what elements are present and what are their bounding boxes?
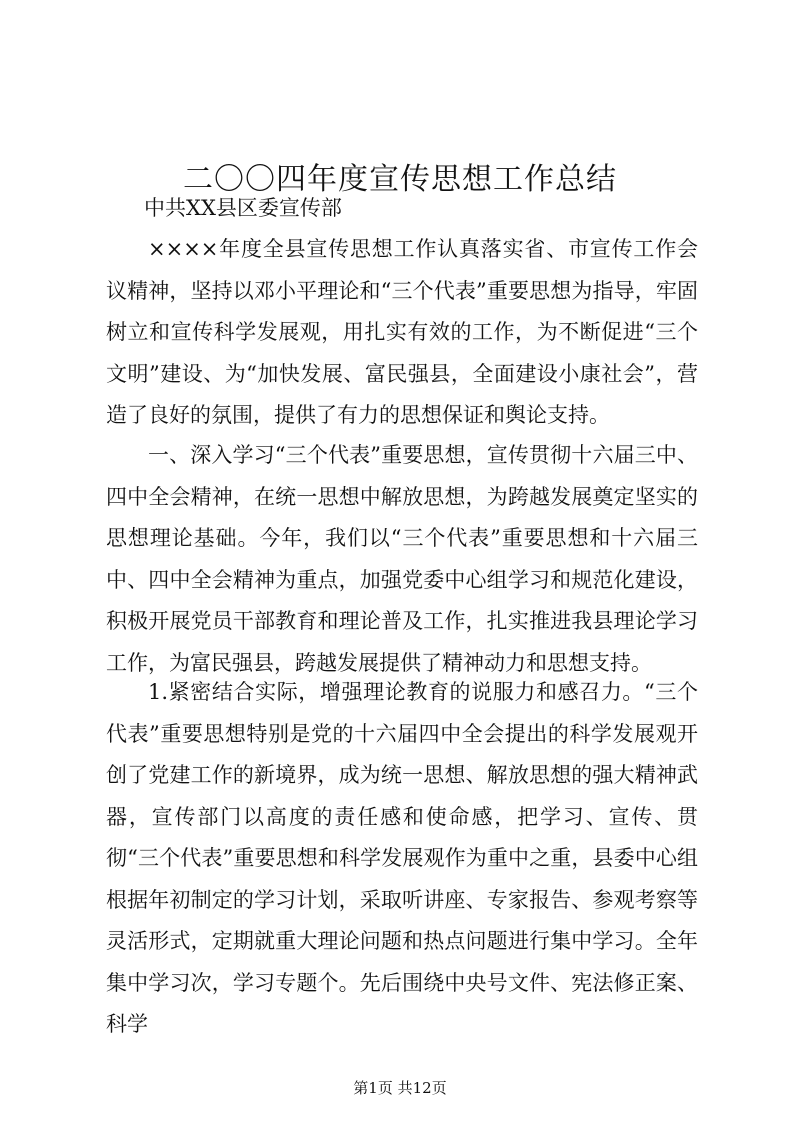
paragraph-item-one: 1.紧密结合实际，增强理论教育的说服力和感召力。“三个代表”重要思想特别是党的十六届四中全会提出的科学发展观开创了党建工作的新境界，成为统一思想、解放思想的强大精神武器，宣传部门以高度的责任感和使命感，把学习、宣传、贯彻“三个代表”重要思想和科学发展观作为重中之重，县委中心组根据年初制定的学习计划，采取听讲座、专家报告、参观考察等灵活形式，定期就重大理论问题和热点问题进行集中学习。全年集中学习次，学习专题个。先后围绕中央号文件、宪法修正案、科学 [106,680,698,1036]
author-line: 中共XX县区委宣传部 [144,196,342,220]
paragraph-intro: ××××年度全县宣传思想工作认真落实省、市宣传工作会议精神，坚持以邓小平理论和“三个代表”重要思想为指导，牢固树立和宣传科学发展观，用扎实有效的工作，为不断促进“三个文明”建设、为“加快发展、富民强县，全面建设小康社会”，营造了良好的氛围，提供了有力的思想保证和舆论支持。 [106,237,698,427]
page-number: 第1页 共12页 [353,1079,447,1097]
paragraph-section-one: 一、深入学习“三个代表”重要思想，宣传贯彻十六届三中、四中全会精神，在统一思想中解放思想，为跨越发展奠定坚实的思想理论基础。今年，我们以“三个代表”重要思想和十六届三中、四中全会精神为重点，加强党委中心组学习和规范化建设，积极开展党员干部教育和理论普及工作，扎实推进我县理论学习工作，为富民强县，跨越发展提供了精神动力和思想支持。 [106,443,698,675]
document-title: 二〇〇四年度宣传思想工作总结 [183,162,617,198]
